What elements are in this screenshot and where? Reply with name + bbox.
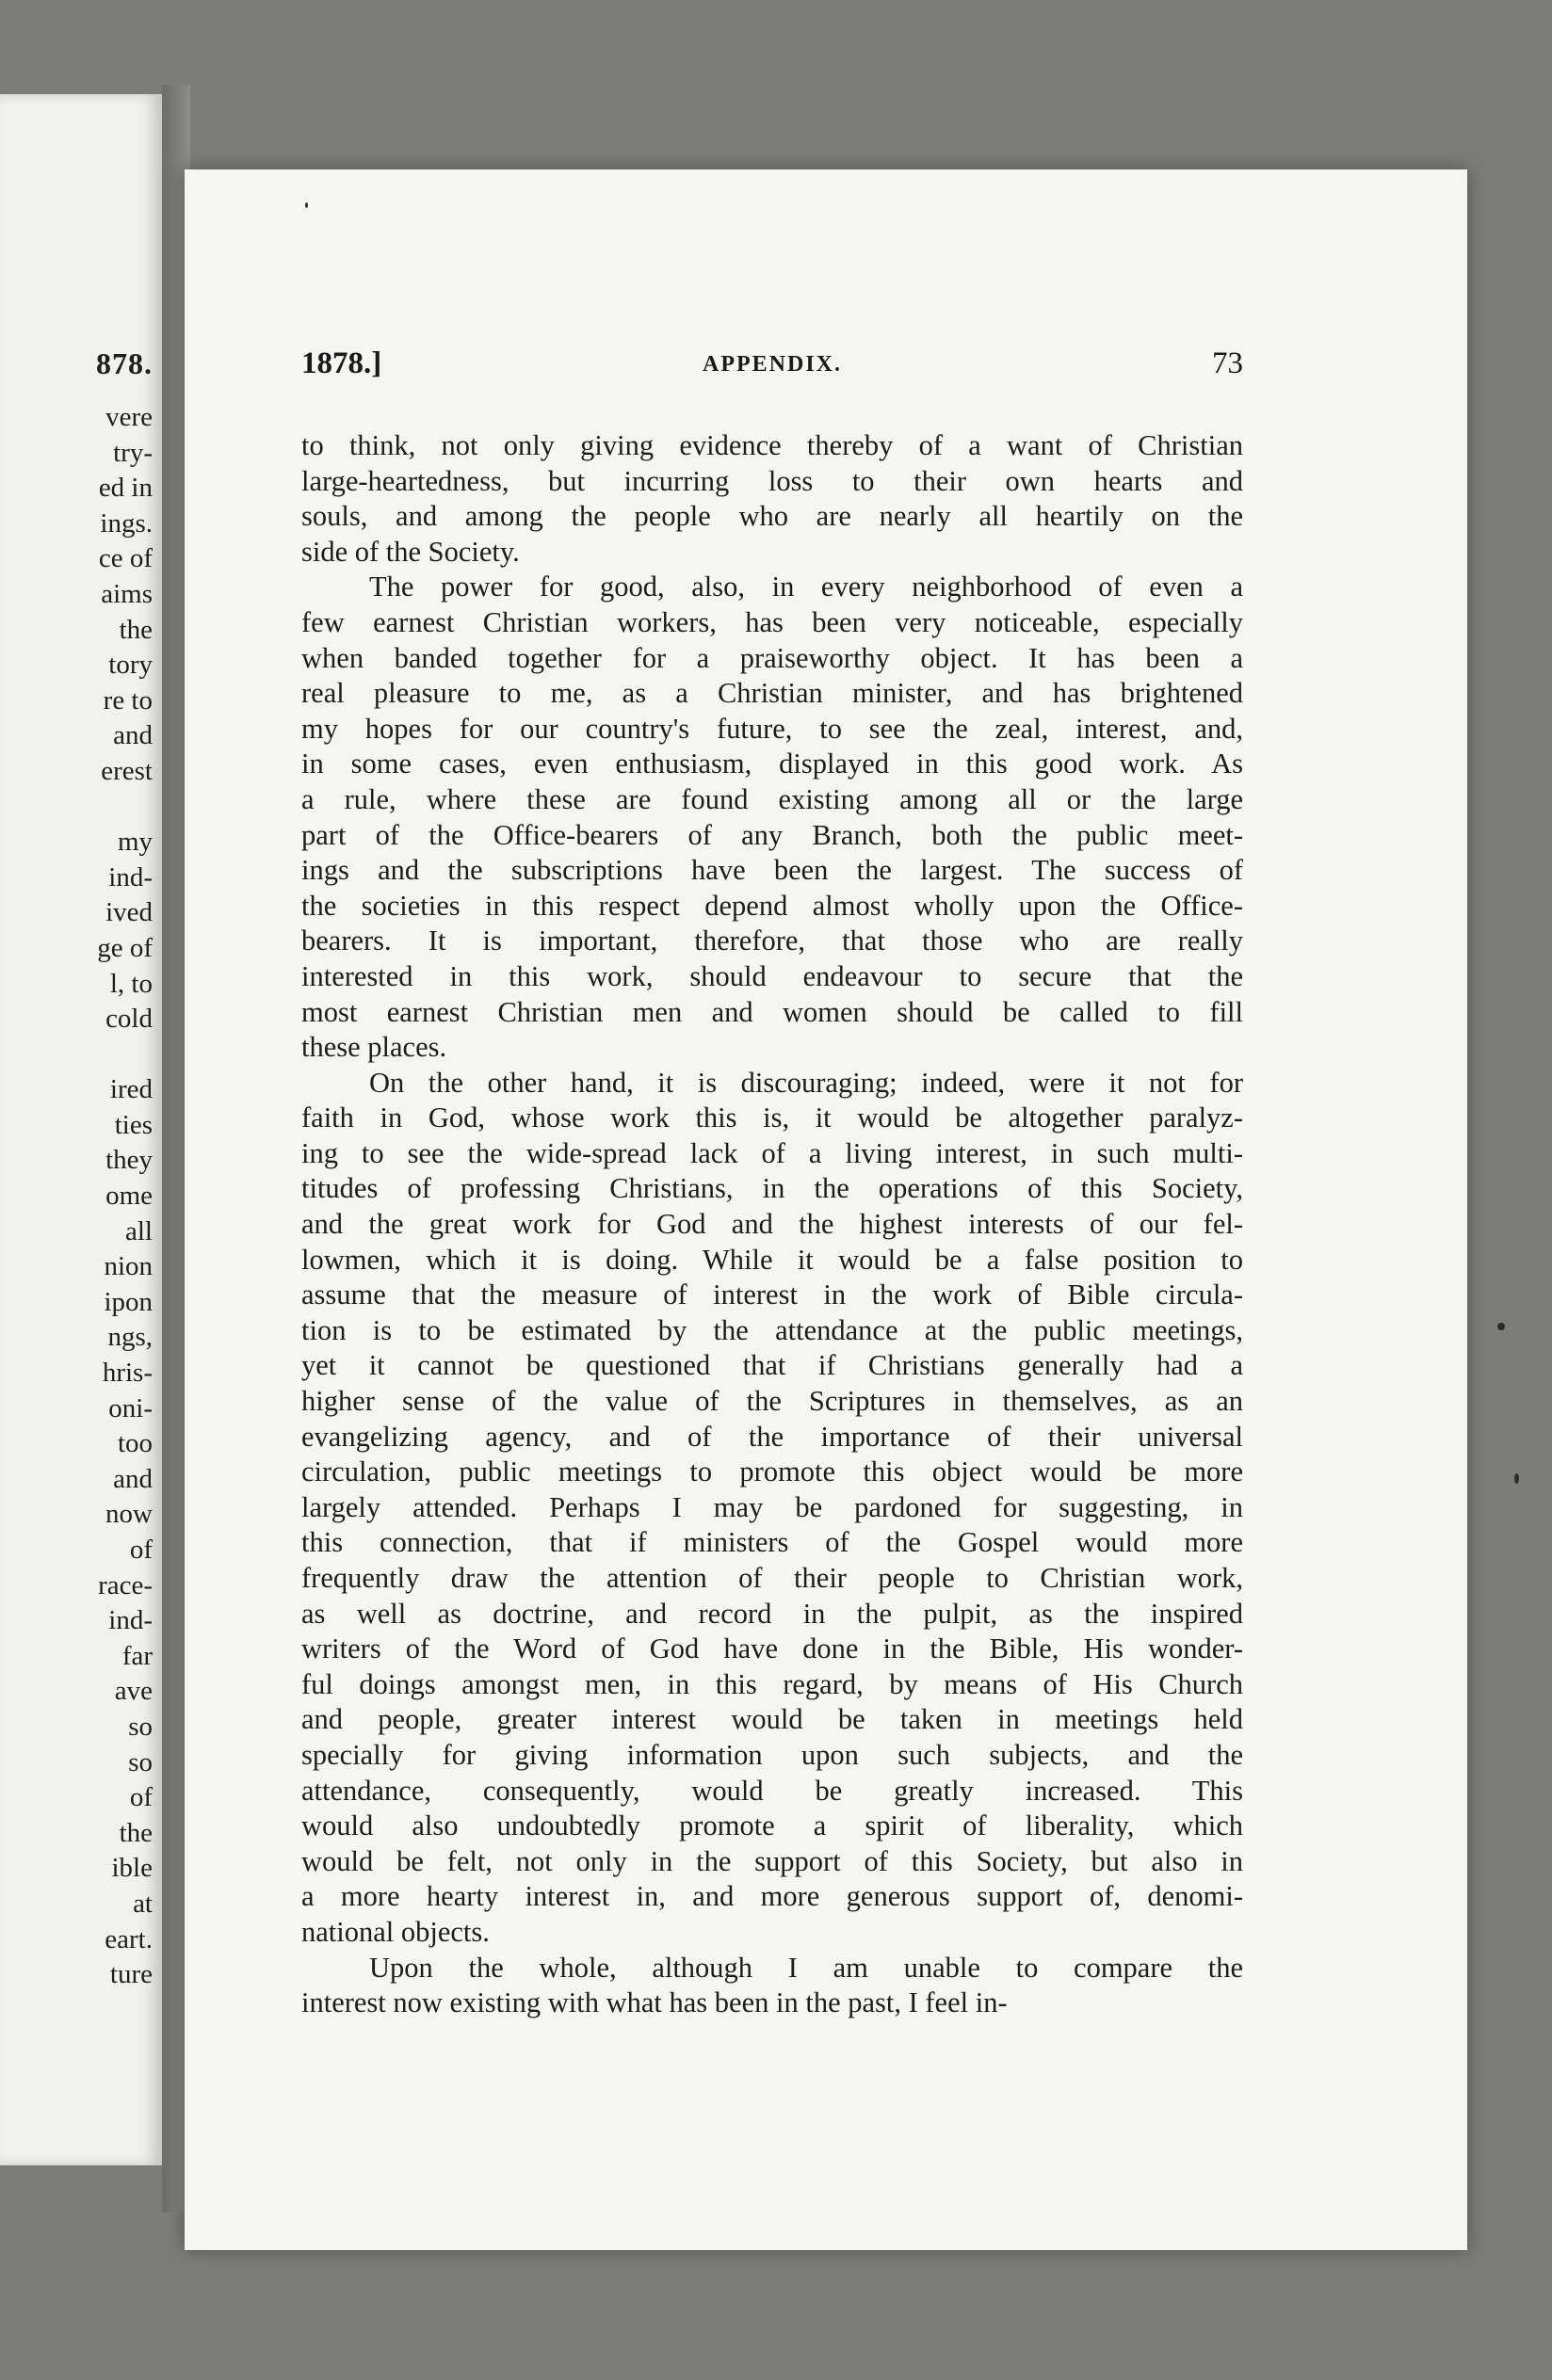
text-line: most earnest Christian men and women should be called to fill bbox=[301, 995, 1243, 1028]
previous-page-line: my bbox=[117, 827, 153, 858]
text-line: faith in God, whose work this is, it would be altogether paralyz- bbox=[301, 1102, 1243, 1134]
dust-speck bbox=[1514, 1473, 1519, 1484]
previous-page-line: ture bbox=[109, 1959, 153, 1990]
text-line: souls, and among the people who are nearly all heartily on the bbox=[301, 500, 1243, 533]
previous-page-line: the bbox=[119, 1817, 153, 1848]
previous-page-text bbox=[96, 346, 153, 1993]
text-line: and people, greater interest would be taken in meetings held bbox=[301, 1703, 1243, 1736]
text-line: in some cases, even enthusiasm, displayed in this good work. As bbox=[301, 748, 1243, 780]
previous-page-line: re to bbox=[103, 684, 153, 716]
previous-page-line: far bbox=[121, 1640, 153, 1671]
text-line: largely attended. Perhaps I may be pardoned for suggesting, in bbox=[301, 1490, 1243, 1523]
previous-page-line: they bbox=[105, 1145, 153, 1176]
text-line: and the great work for God and the highest interests of our fel- bbox=[301, 1208, 1243, 1241]
text-line: attendance, consequently, would be greatly increased. This bbox=[301, 1774, 1243, 1807]
text-line: yet it cannot be questioned that if Christians generally had a bbox=[301, 1349, 1243, 1382]
text-line: to think, not only giving evidence thereby of a want of Christian bbox=[301, 429, 1243, 461]
dust-speck bbox=[1497, 1323, 1505, 1330]
text-line: these places. bbox=[301, 1031, 447, 1064]
text-line: interested in this work, should endeavour to secure that the bbox=[301, 959, 1243, 992]
previous-page-line: erest bbox=[101, 755, 153, 786]
text-line: The power for good, also, in every neighborhood of even a bbox=[369, 571, 1243, 603]
previous-page-line: ed in bbox=[98, 473, 153, 504]
previous-page-line: ind- bbox=[108, 861, 153, 892]
previous-page-line: of bbox=[129, 1782, 153, 1813]
running-header bbox=[301, 346, 1243, 388]
text-line: part of the Office-bearers of any Branch, both the public meet- bbox=[301, 818, 1243, 851]
text-line: bearers. It is important, therefore, that those who are really bbox=[301, 925, 1243, 957]
paragraph bbox=[301, 1066, 1243, 1951]
text-line: circulation, public meetings to promote this object would be more bbox=[301, 1455, 1243, 1488]
text-line: lowmen, which it is doing. While it would be a false position to bbox=[301, 1243, 1243, 1276]
previous-page-line: ce of bbox=[98, 543, 153, 574]
previous-page-line: ties bbox=[114, 1109, 153, 1140]
previous-page-line: the bbox=[119, 614, 153, 645]
previous-page-line: ipon bbox=[104, 1286, 153, 1317]
previous-page-line: hris- bbox=[102, 1358, 153, 1389]
previous-page-line: now bbox=[105, 1499, 153, 1530]
text-line: a more hearty interest in, and more generous support of, denomi- bbox=[301, 1880, 1243, 1913]
text-line: ings and the subscriptions have been the largest. The success of bbox=[301, 854, 1243, 887]
previous-page-line: race- bbox=[98, 1569, 153, 1600]
paragraph bbox=[301, 428, 1243, 570]
previous-page-line: of bbox=[129, 1535, 153, 1565]
previous-page-line: try- bbox=[113, 437, 153, 468]
text-line: titudes of professing Christians, in the operations of this Society, bbox=[301, 1172, 1243, 1205]
previous-page-line: ible bbox=[111, 1853, 153, 1884]
previous-page-line: l, to bbox=[109, 968, 153, 999]
previous-page-line: and bbox=[113, 720, 153, 751]
text-line: assume that the measure of interest in the work of Bible circula- bbox=[301, 1278, 1243, 1311]
text-line: national objects. bbox=[301, 1915, 490, 1948]
previous-page-line: ome bbox=[105, 1181, 153, 1212]
page-body bbox=[301, 428, 1243, 2021]
text-line: ing to see the wide-spread lack of a living interest, in such multi- bbox=[301, 1136, 1243, 1169]
text-line: real pleasure to me, as a Christian minister, and has brightened bbox=[301, 677, 1243, 710]
text-line: as well as doctrine, and record in the pulpit, as the inspired bbox=[301, 1597, 1243, 1630]
text-line: few earnest Christian workers, has been very noticeable, especially bbox=[301, 605, 1243, 638]
page-number: 73 bbox=[1212, 346, 1243, 380]
header-year: 1878.] bbox=[301, 346, 382, 380]
text-line: large-heartedness, but incurring loss to their own hearts and bbox=[301, 464, 1243, 497]
paragraph bbox=[301, 570, 1243, 1065]
text-line: would also undoubtedly promote a spirit of liberality, which bbox=[301, 1809, 1243, 1842]
text-line: writers of the Word of God have done in the Bible, His wonder- bbox=[301, 1632, 1243, 1665]
previous-page-lines bbox=[96, 400, 153, 1993]
previous-page-line: all bbox=[125, 1215, 153, 1246]
text-line: would be felt, not only in the support of this Society, but also in bbox=[301, 1844, 1243, 1877]
text-line: when banded together for a praiseworthy object. It has been a bbox=[301, 641, 1243, 674]
text-line: tion is to be estimated by the attendance at the public meetings, bbox=[301, 1313, 1243, 1346]
book-page bbox=[185, 169, 1467, 2250]
previous-page-line: too bbox=[117, 1428, 153, 1459]
previous-page-gap bbox=[96, 1037, 153, 1073]
previous-page-line: eart. bbox=[105, 1923, 153, 1954]
text-line: Upon the whole, although I am unable to compare the bbox=[369, 1951, 1243, 1984]
previous-page-line: at bbox=[133, 1888, 153, 1919]
previous-page-line: oni- bbox=[108, 1392, 153, 1423]
text-line: the societies in this respect depend almost wholly upon the Office- bbox=[301, 889, 1243, 922]
header-title: APPENDIX. bbox=[703, 352, 842, 377]
previous-page-line: cold bbox=[105, 1004, 153, 1035]
text-line: ful doings amongst men, in this regard, by means of His Church bbox=[301, 1667, 1243, 1700]
text-line: this connection, that if ministers of the Gospel would more bbox=[301, 1526, 1243, 1559]
previous-page-line: ived bbox=[105, 897, 153, 928]
previous-page-gap bbox=[96, 790, 153, 826]
previous-page-line: vere bbox=[105, 402, 153, 432]
text-line: evangelizing agency, and of the importance of their universal bbox=[301, 1420, 1243, 1453]
previous-page-edge bbox=[0, 94, 162, 2165]
text-line: frequently draw the attention of their people to Christian work, bbox=[301, 1562, 1243, 1594]
previous-page-line: nion bbox=[104, 1251, 153, 1282]
previous-page-line: ind- bbox=[108, 1605, 153, 1636]
text-line: On the other hand, it is discouraging; indeed, were it not for bbox=[369, 1066, 1243, 1099]
previous-page-line: so bbox=[128, 1746, 153, 1777]
text-line: higher sense of the value of the Scriptures in themselves, as an bbox=[301, 1385, 1243, 1418]
previous-page-line: ave bbox=[114, 1676, 153, 1707]
previous-page-line: and bbox=[113, 1463, 153, 1494]
text-line: side of the Society. bbox=[301, 535, 520, 568]
previous-page-line: aims bbox=[101, 578, 153, 609]
previous-page-line: ge of bbox=[97, 932, 153, 963]
text-line: interest now existing with what has been in the past, I feel in- bbox=[301, 1986, 1008, 2019]
previous-page-line: tory bbox=[108, 650, 153, 681]
previous-page-line: ired bbox=[109, 1074, 153, 1105]
text-line: a rule, where these are found existing among all or the large bbox=[301, 782, 1243, 815]
text-line: specially for giving information upon such subjects, and the bbox=[301, 1738, 1243, 1771]
previous-page-line: ings. bbox=[100, 507, 153, 539]
dust-speck bbox=[305, 202, 308, 208]
previous-page-line: so bbox=[128, 1711, 153, 1742]
previous-page-header: 878. bbox=[96, 346, 153, 380]
previous-page-line: ngs, bbox=[107, 1322, 153, 1353]
paragraph bbox=[301, 1951, 1243, 2021]
text-line: my hopes for our country's future, to see the zeal, interest, and, bbox=[301, 712, 1243, 745]
